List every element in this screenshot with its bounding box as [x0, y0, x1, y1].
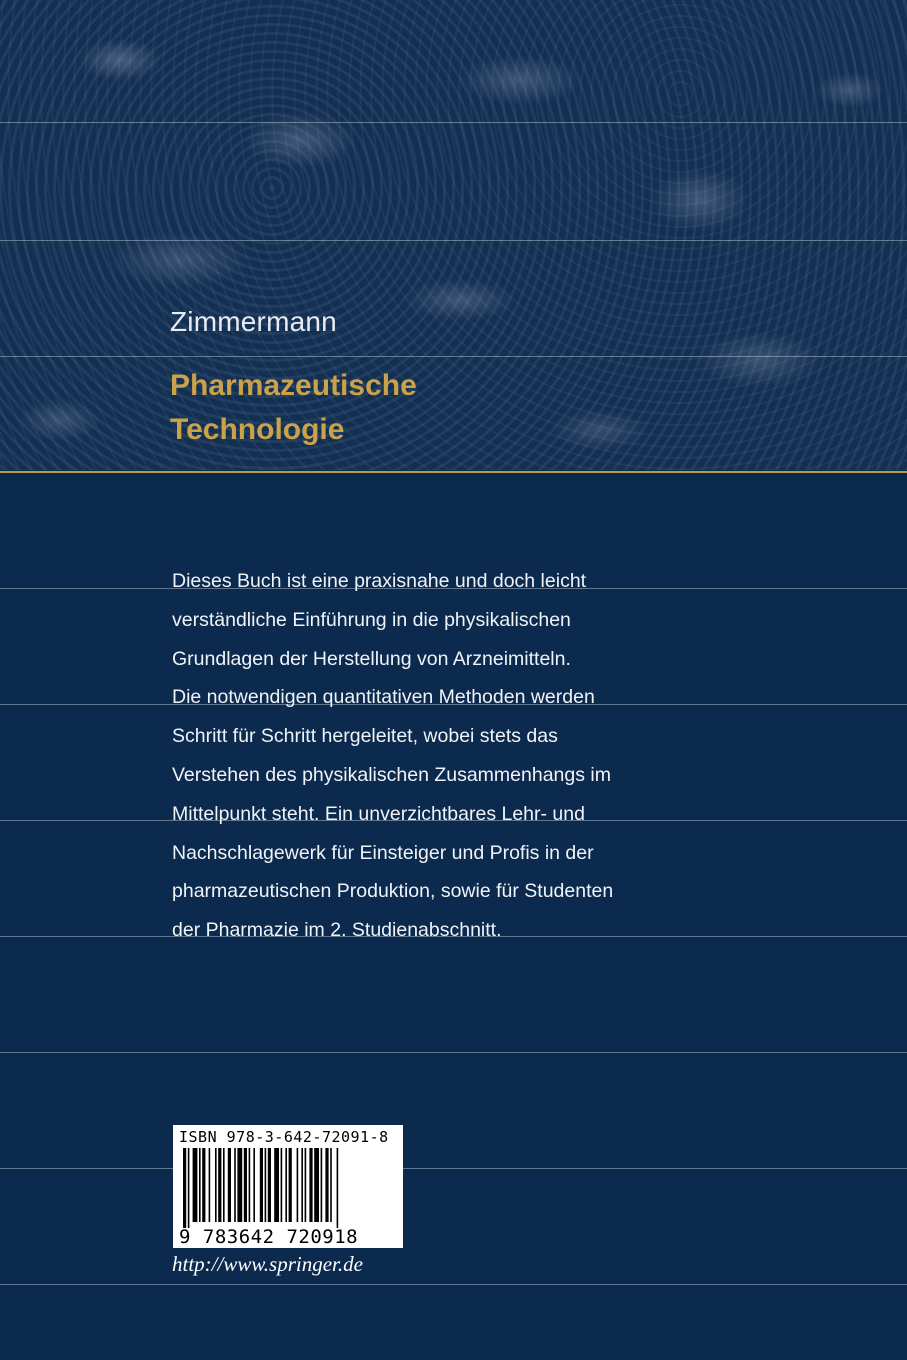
horizontal-rule [0, 122, 907, 123]
barcode-bar [253, 1148, 255, 1222]
blurb-line: Dieses Buch ist eine praxisnahe und doch leicht [172, 570, 587, 592]
gold-divider [0, 471, 907, 473]
barcode-bar [228, 1148, 231, 1222]
barcode-bar [223, 1148, 225, 1222]
horizontal-rule [0, 1284, 907, 1285]
barcode-bar [285, 1148, 287, 1222]
blurb-text [172, 562, 642, 950]
barcode-bar [321, 1148, 323, 1222]
blurb-line: Grundlagen der Herstellung von Arzneimitteln. [172, 647, 571, 670]
book-title [170, 364, 417, 452]
barcode-bar [249, 1148, 251, 1222]
barcode-bar [268, 1148, 271, 1222]
cover-texture-image [0, 0, 907, 470]
barcode-bars [179, 1148, 397, 1228]
barcode-bar [202, 1148, 205, 1222]
barcode-bar [193, 1148, 198, 1222]
barcode-digits: 9 783642 720918 [179, 1226, 359, 1248]
barcode-bar [215, 1148, 217, 1222]
barcode-bar [325, 1148, 328, 1222]
barcode-bar [260, 1148, 263, 1222]
title-line: Pharmazeutische [170, 369, 417, 402]
barcode-bar [314, 1148, 319, 1222]
barcode-bar [289, 1148, 292, 1222]
barcode-bar [183, 1148, 186, 1228]
barcode-bar [274, 1148, 279, 1222]
barcode-bar [265, 1148, 267, 1222]
isbn-label: ISBN 978-3-642-72091-8 [179, 1128, 389, 1146]
barcode-bar [305, 1148, 307, 1222]
barcode-bar [199, 1148, 201, 1222]
title-line: Technologie [170, 413, 345, 446]
barcode-bar [218, 1148, 221, 1222]
blurb-line: Schritt für Schritt hergeleitet, wobei stets das [172, 725, 558, 748]
barcode-bar [337, 1148, 339, 1228]
horizontal-rule [0, 1168, 907, 1169]
barcode-bar [281, 1148, 283, 1222]
barcode-bar [309, 1148, 312, 1222]
barcode-bar [244, 1148, 247, 1222]
barcode-bar [330, 1148, 332, 1222]
horizontal-rule [0, 1052, 907, 1053]
author-name: Zimmermann [170, 306, 337, 337]
blurb-line: der Pharmazie im 2. Studienabschnitt. [172, 919, 502, 942]
blurb-line: Nachschlagewerk für Einsteiger und Profis in der [172, 841, 594, 864]
isbn-barcode [173, 1125, 403, 1248]
barcode-bar [234, 1148, 236, 1222]
horizontal-rule [0, 240, 907, 241]
blurb-line: Mittelpunkt steht. Ein unverzichtbares Lehr- und [172, 802, 585, 825]
horizontal-rule [0, 356, 907, 357]
barcode-bar [188, 1148, 190, 1228]
blurb-line: Die notwendigen quantitativen Methoden werden [172, 686, 595, 709]
publisher-url: http://www.springer.de [172, 1252, 363, 1276]
blurb-line: pharmazeutischen Produktion, sowie für Studenten [172, 880, 614, 903]
barcode-bar [209, 1148, 211, 1222]
barcode-bar [237, 1148, 242, 1222]
blurb-line: verständliche Einführung in die physikalischen [172, 608, 571, 631]
barcode-bar [297, 1148, 299, 1222]
blurb-line: Verstehen des physikalischen Zusammenhangs im [172, 763, 611, 786]
barcode-bar [301, 1148, 303, 1222]
